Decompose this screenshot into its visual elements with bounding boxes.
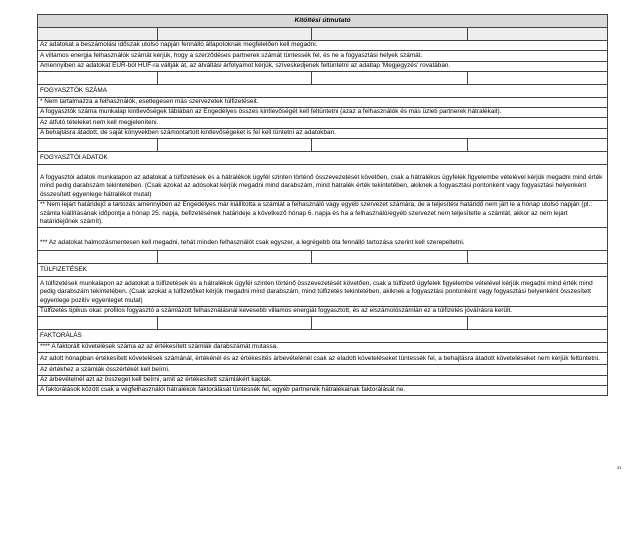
instruction-text: Az értékhez a számlák összértékét kell beírni. [38,365,608,375]
grid-row [38,27,608,40]
section-title-faktoralas: FAKTORÁLÁS [38,330,608,342]
instruction-text: Az adatokat a beszámolási időszak utolsó napján fennálló állapotoknak megfelelően kell megadni. [38,40,608,50]
instruction-text: Az adott hónapban értékesített követelések számánál, értékénél és az értékesítés árbevételénél csak az eladott követeléseket tüntessék fel, a behajtásra átadott követeléseket nem kérjük feltüntetni. [38,353,608,365]
grid-row [38,139,608,152]
instruction-text: A fogyasztók száma munkalap kintlevőségek táblában az Engedélyes összes kintlevőségét kell feltüntetni (azaz a felhasználók és más üzleti partnerek hátralékait). [38,107,608,117]
instruction-text: Az árbevételnél azt az összeget kell beírni, amit az értékesített számlákért kaptak. [38,375,608,385]
instruction-text: Amennyiben az adatokat EUR-ból HUF-ra váltják át, az átváltási árfolyamot kérjük, szíveskedjenek feltüntetni az adatlap 'Megjegyzés' rovatában. [38,61,608,71]
grid-row [38,72,608,85]
instruction-text: A villamos energia felhasználók számát kérjük, hogy a szerződéses partnerek számát tüntessék fel, és ne a fogyasztási helyek számát. [38,51,608,61]
section-title-fogyasztok-szama: FOGYASZTÓK SZÁMA [38,85,608,97]
grid-row [38,251,608,264]
instruction-text: *** Az adatokat halmozásmentesen kell megadni, tehát minden felhasználót csak egyszer, a legrégebb óta fennálló tartozása szerint kell szerepeltetni. [38,228,608,251]
instruction-text: A faktorálások között csak a végfelhasználói hátralékok faktorálását tüntessék fel, egyéb partnereik hátralékainak faktorálását ne. [38,385,608,395]
instruction-text: Az átfutó tételeket nem kell megjeleníteni. [38,118,608,128]
page-number: 31 [617,465,622,470]
instruction-text: **** A faktorált követelések száma az az értékesített számlák darabszámát mutassa. [38,342,608,352]
section-title-fogyasztoi-adatok: FOGYASZTÓI ADATOK [38,152,608,164]
instruction-text: * Nem tartalmazza a felhasználók, esetlegesen más szervezetek túlfizetéseit. [38,97,608,107]
instructions-table [37,14,608,396]
section-title-tulfizetesek: TÚLFIZETÉSEK [38,264,608,276]
instruction-text: A fogyasztói adatok munkalapon az adatokat a túlfizetések és a hátralékok ügyfél szinten történő összevezetését követően, csak a hátralékos ügyfelek figyelembe vételével kérjük megadni mind érték mind pedig darabszám tekintetében. (Csak azokat az adósokat kérjük megadni mind darabszám, mind hátralék érték tekintetében, akiknek a fogyasztási pontonként vagy fogyasztási helyenként összesített egyenlege hátralékot mutat) [38,164,608,200]
instruction-text: A behajtásra átadott, de saját könyvekben számontartott kintlevőségeket is fel kell tüntetni az adatokban. [38,128,608,138]
instruction-text: Túlfizetés tipikus okai: profilos fogyasztó a számlázott felhasználásnál kevesebb villamos energiát fogyasztott, és az elszámolószámlán ez a túlfizetés jóváírásra került. [38,306,608,316]
instruction-text: A túlfizetések munkalapon az adatokat a túlfizetések és a hátralékok ügyfél szinten történő összevezetését követően, csak a túlfizető ügyfelek figyelembe vételével kérjük megadni mind érték mind pedig darabszám tekintetében. (Csak azokat a túlfizetőket kérjük megadni mind darabszám, mind túlfizetés tekintetében, akiknek a fogyasztási pontonként vagy fogyasztási helyenként összesített egyenlege pozitív egyenleget mutat) [38,276,608,306]
table-header: Kitöltési útmutató [38,15,608,28]
grid-row [38,317,608,330]
instruction-text: ** Nem lejárt határidejű a tartozás amennyiben az Engedélyes már kiállította a számlát a felhasználó vagy egyéb szervezet számára, de a teljesítési határidő nem járt le a hónap utolsó napján (pl.: számla kiállításának időpontja a hónap 25. napja, befizetésének határideje a következő hónap 6. napja és ha a felhasználó/egyéb szervezet nem teljesítette a számlát, akkor az nem lejárt határidejűnek számít). [38,200,608,227]
